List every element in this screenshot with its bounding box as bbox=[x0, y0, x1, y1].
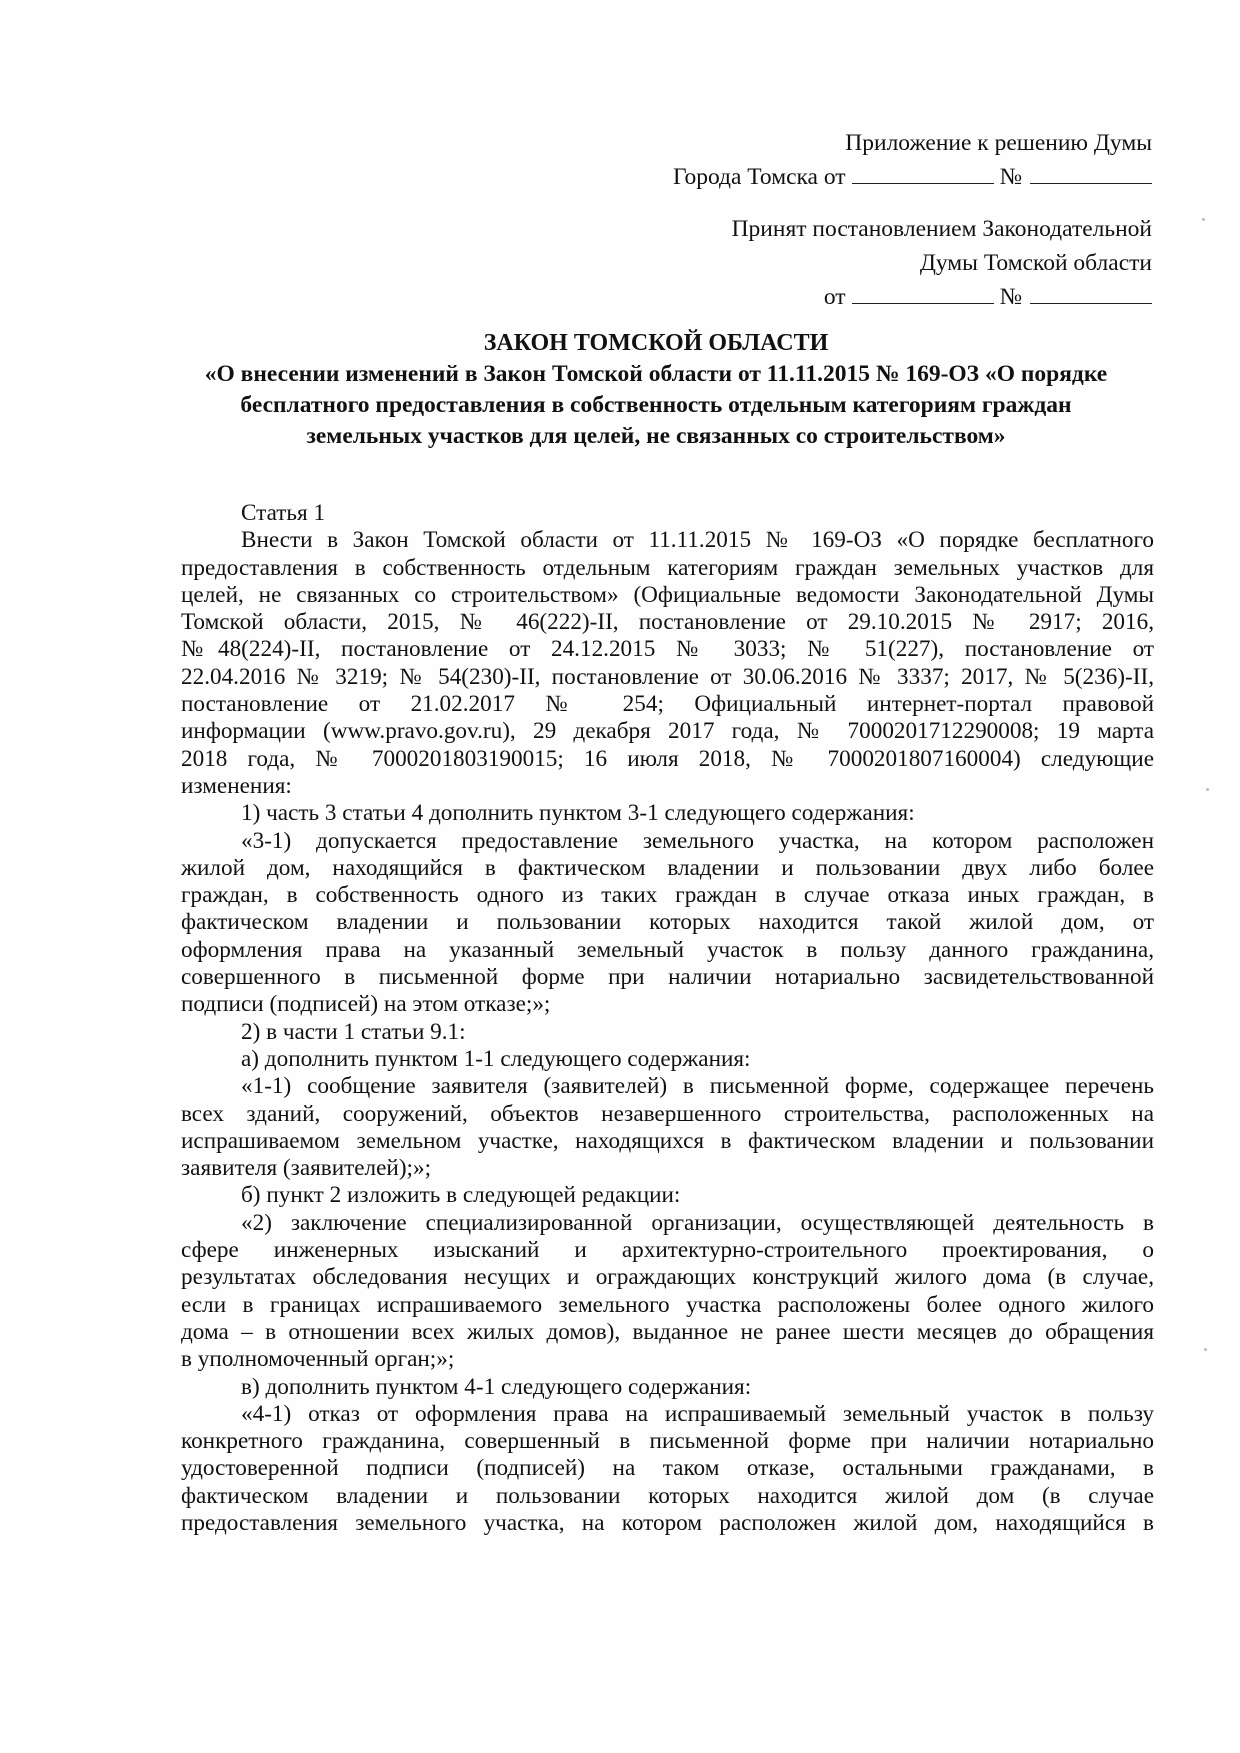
adopted-date-field bbox=[852, 281, 994, 304]
text-line: всех зданий, сооружений, объектов незавершенного строительства, расположенных на bbox=[181, 1100, 1154, 1127]
number-sign: № bbox=[999, 284, 1022, 310]
text-line: заявителя (заявителей);»; bbox=[181, 1155, 432, 1182]
article-label: Статья 1 bbox=[241, 500, 326, 526]
text-line: в уполномоченный орган;»; bbox=[181, 1346, 455, 1373]
text-line: предоставления земельного участка, на котором расположен жилой дом, находящийся в bbox=[181, 1509, 1154, 1536]
law-name: ЗАКОН ТОМСКОЙ ОБЛАСТИ bbox=[483, 330, 829, 356]
item-2b-label: б) пункт 2 изложить в следующей редакции: bbox=[241, 1182, 681, 1209]
document-body bbox=[181, 500, 1154, 1537]
text-line: 2018 года, № 7000201803190015; 16 июля 2018, № 7000201807160004) следующие bbox=[181, 745, 1154, 772]
text-line: информации (www.pravo.gov.ru), 29 декабря 2017 года, № 7000201712290008; 19 марта bbox=[181, 718, 1154, 745]
item-2v-paragraph bbox=[181, 1401, 1154, 1537]
adopted-from-label: от bbox=[823, 284, 846, 310]
text-line: дома – в отношении всех жилых домов), выданное не ранее шести месяцев до обращения bbox=[181, 1318, 1154, 1345]
appendix-date-field bbox=[852, 161, 994, 184]
item-2a-paragraph bbox=[181, 1073, 1154, 1182]
appendix-city-label: Города Томска от bbox=[672, 164, 846, 190]
text-line: оформления права на указанный земельный участок в пользу данного гражданина, bbox=[181, 936, 1154, 963]
text-line: 22.04.2016 № 3219; № 54(230)-II, постановление от 30.06.2016 № 3337; 2017, № 5(236)-II, bbox=[181, 663, 1154, 690]
title-subtitle-line: земельных участков для целей, не связанных со строительством» bbox=[306, 423, 1006, 449]
text-line: «3-1) допускается предоставление земельного участка, на котором расположен bbox=[241, 827, 1154, 854]
scan-speck bbox=[1204, 1348, 1207, 1351]
text-line: результатах обследования несущих и ограждающих конструкций жилого дома (в случае, bbox=[181, 1264, 1154, 1291]
text-line: Внести в Закон Томской области от 11.11.2015 № 169-ОЗ «О порядке бесплатного bbox=[241, 527, 1154, 554]
text-line: совершенного в письменной форме при наличии нотариально засвидетельствованной bbox=[181, 964, 1154, 991]
text-line: подписи (подписей) на этом отказе;»; bbox=[181, 991, 551, 1018]
adopted-line-2: Думы Томской области bbox=[919, 250, 1152, 276]
item-2b-paragraph bbox=[181, 1210, 1154, 1374]
title-subtitle-line: бесплатного предоставления в собственность отдельным категориям граждан bbox=[240, 392, 1072, 418]
document-title bbox=[160, 328, 1152, 452]
appendix-line-1: Приложение к решению Думы bbox=[845, 130, 1152, 156]
text-line: испрашиваемом земельном участке, находящихся в фактическом владении и пользовании bbox=[181, 1127, 1154, 1154]
text-line: целей, не связанных со строительством» (Официальные ведомости Законодательной Думы bbox=[181, 581, 1154, 608]
article-intro-paragraph bbox=[181, 527, 1154, 800]
text-line: постановление от 21.02.2017 № 254; Официальный интернет-портал правовой bbox=[181, 691, 1154, 718]
scan-speck bbox=[1206, 788, 1209, 791]
text-line: граждан, в собственность одного из таких граждан в случае отказа иных граждан, в bbox=[181, 882, 1154, 909]
text-line: предоставления в собственность отдельным категориям граждан земельных участков для bbox=[181, 554, 1154, 581]
text-line: изменения: bbox=[181, 772, 292, 799]
text-line: фактическом владении и пользовании которых находится жилой дом (в случае bbox=[181, 1482, 1154, 1509]
adopted-line-3 bbox=[732, 280, 1152, 314]
text-line: жилой дом, находящийся в фактическом владении и пользовании двух либо более bbox=[181, 854, 1154, 881]
title-subtitle-line: «О внесении изменений в Закон Томской области от 11.11.2015 № 169-ОЗ «О порядке bbox=[204, 361, 1108, 387]
text-line: Томской области, 2015, № 46(222)-II, постановление от 29.10.2015 № 2917; 2016, bbox=[181, 609, 1154, 636]
text-line: «4-1) отказ от оформления права на испрашиваемый земельный участок в пользу bbox=[241, 1400, 1154, 1427]
appendix-header bbox=[673, 126, 1152, 194]
item-1-paragraph bbox=[181, 828, 1154, 1019]
appendix-line-2 bbox=[673, 160, 1152, 194]
text-line: №48(224)-II, постановление от 24.12.2015 № 3033; № 51(227), постановление от bbox=[181, 636, 1154, 663]
appendix-number-field bbox=[1030, 161, 1152, 184]
text-line: удостоверенной подписи (подписей) на таком отказе, остальными гражданами, в bbox=[181, 1455, 1154, 1482]
adopted-number-field bbox=[1030, 281, 1152, 304]
text-line: «2) заключение специализированной организации, осуществляющей деятельность в bbox=[241, 1209, 1154, 1236]
number-sign: № bbox=[999, 164, 1022, 190]
scan-speck bbox=[1202, 218, 1205, 221]
text-line: конкретного гражданина, совершенный в письменной форме при наличии нотариально bbox=[181, 1428, 1154, 1455]
item-2-label: 2) в части 1 статьи 9.1: bbox=[241, 1018, 466, 1045]
text-line: «1-1) сообщение заявителя (заявителей) в письменной форме, содержащее перечень bbox=[241, 1073, 1154, 1100]
text-line: фактическом владении и пользовании которых находится такой жилой дом, от bbox=[181, 909, 1154, 936]
item-1-label: 1) часть 3 статьи 4 дополнить пунктом 3-1 следующего содержания: bbox=[241, 800, 915, 827]
item-2v-label: в) дополнить пунктом 4-1 следующего содержания: bbox=[241, 1373, 752, 1400]
text-line: если в границах испрашиваемого земельного участка расположены более одного жилого bbox=[181, 1291, 1154, 1318]
item-2a-label: а) дополнить пунктом 1-1 следующего содержания: bbox=[241, 1045, 751, 1072]
adopted-header bbox=[732, 212, 1152, 314]
adopted-line-1: Принят постановлением Законодательной bbox=[731, 216, 1152, 242]
text-line: сфере инженерных изысканий и архитектурно-строительного проектирования, о bbox=[181, 1237, 1154, 1264]
